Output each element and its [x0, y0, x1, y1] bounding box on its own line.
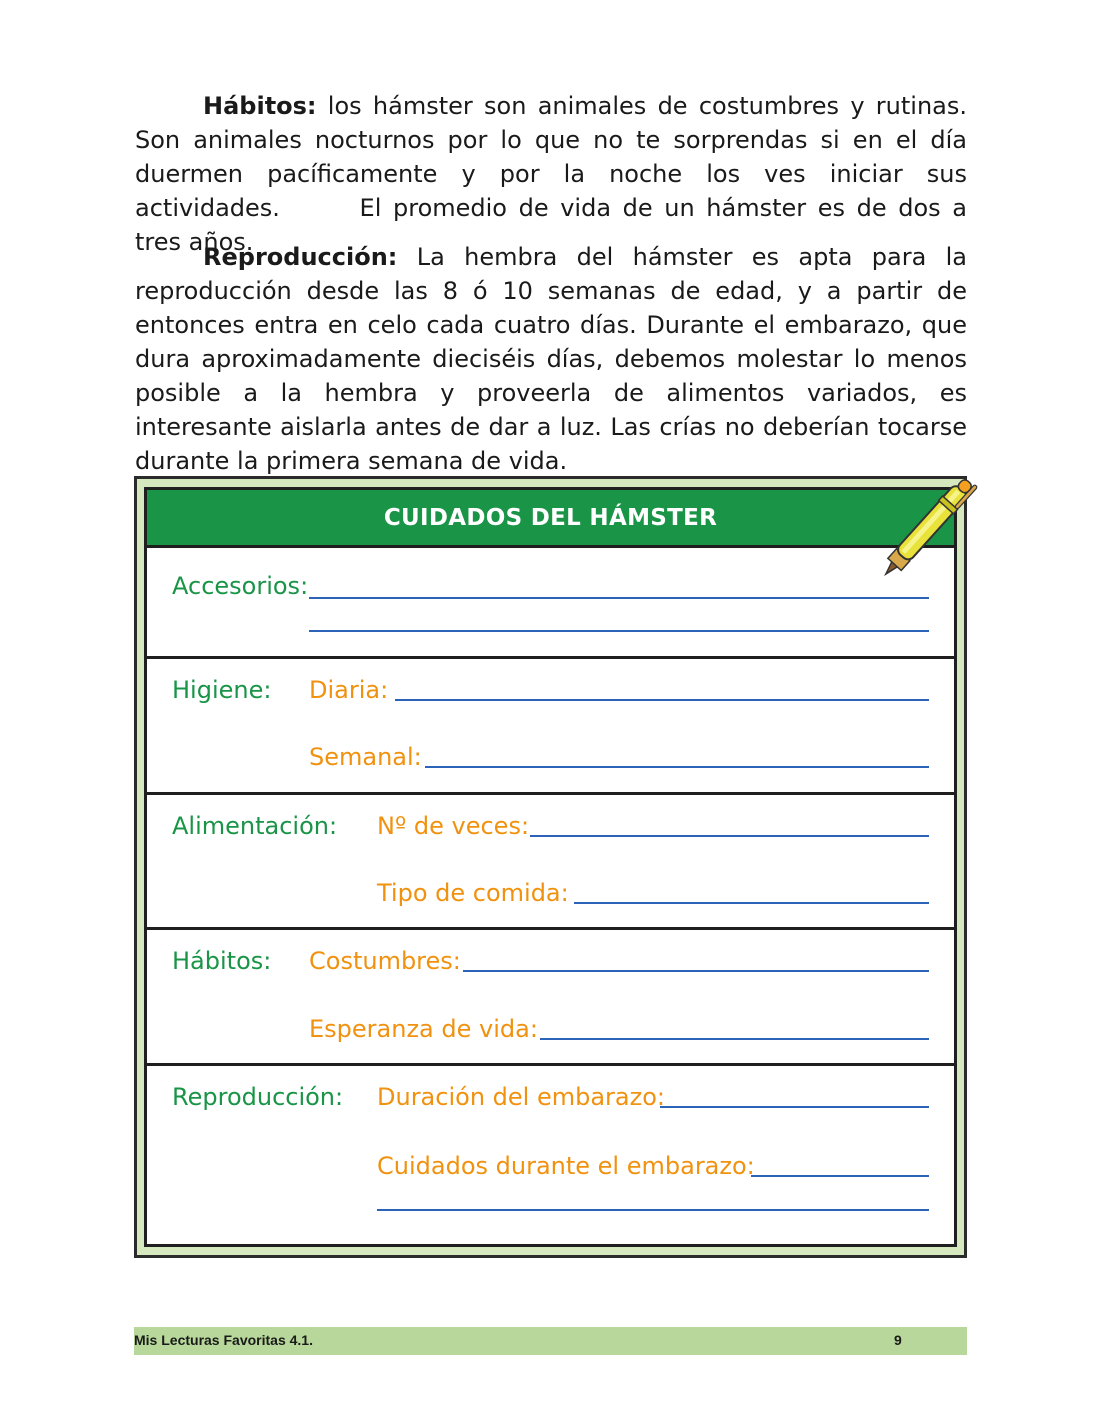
label-alimentacion: Alimentación: — [172, 812, 338, 840]
field-cuidados-embarazo-line-1[interactable] — [751, 1175, 929, 1177]
field-duracion-embarazo[interactable] — [660, 1106, 929, 1108]
term-reproduccion: Reproducción: — [203, 243, 398, 271]
field-accesorios-line-2[interactable] — [309, 630, 929, 632]
field-esperanza-vida[interactable] — [540, 1038, 929, 1040]
label-diaria: Diaria: — [309, 676, 389, 704]
section-divider — [147, 656, 954, 659]
field-accesorios-line-1[interactable] — [309, 597, 929, 599]
pen-icon — [870, 460, 990, 590]
paragraph-reproduccion — [135, 240, 967, 478]
field-tipo-comida[interactable] — [574, 902, 929, 904]
field-costumbres[interactable] — [463, 970, 929, 972]
label-habitos: Hábitos: — [172, 947, 272, 975]
term-habitos: Hábitos: — [203, 92, 317, 120]
field-diaria[interactable] — [395, 699, 929, 701]
field-num-veces[interactable] — [530, 835, 929, 837]
page-number: 9 — [894, 1332, 902, 1348]
footer-bar — [134, 1327, 967, 1355]
card-title: CUIDADOS DEL HÁMSTER — [147, 490, 954, 548]
label-semanal: Semanal: — [309, 743, 422, 771]
label-reproduccion: Reproducción: — [172, 1083, 344, 1111]
label-costumbres: Costumbres: — [309, 947, 461, 975]
section-divider — [147, 792, 954, 795]
paragraph-habitos — [135, 89, 967, 259]
field-cuidados-embarazo-line-2[interactable] — [377, 1209, 929, 1211]
paragraph-habitos-text: los hámster son animales de costumbres y rutinas. Son animales nocturnos por lo que no te sorprendas si en el día duermen pacíficamente y por la noche los ves iniciar sus actividades. — [135, 92, 967, 222]
label-esperanza-vida: Esperanza de vida: — [309, 1015, 538, 1043]
worksheet-card — [144, 487, 957, 1247]
section-divider — [147, 1063, 954, 1066]
paragraph-habitos-lifespan: El promedio de vida de un hámster es de dos a tres años. — [135, 194, 967, 256]
label-tipo-comida: Tipo de comida: — [377, 879, 569, 907]
label-cuidados-embarazo: Cuidados durante el embarazo: — [377, 1152, 755, 1180]
label-duracion-embarazo: Duración del embarazo: — [377, 1083, 665, 1111]
footer-book-title: Mis Lecturas Favoritas 4.1. — [134, 1332, 313, 1348]
section-divider — [147, 927, 954, 930]
label-higiene: Higiene: — [172, 676, 272, 704]
label-num-veces: Nº de veces: — [377, 812, 530, 840]
field-semanal[interactable] — [425, 766, 929, 768]
paragraph-reproduccion-text: La hembra del hámster es apta para la reproducción desde las 8 ó 10 semanas de edad, y a partir de entonces entra en celo cada cuatro días. Durante el embarazo, que dura aproximadamente dieciséis días, debemos molestar lo menos posible a la hembra y proveerla de alimentos variados, es interesante aislarla antes de dar a luz. Las crías no deberían tocarse durante la primera semana de vida. — [135, 243, 967, 475]
label-accesorios: Accesorios: — [172, 572, 309, 600]
